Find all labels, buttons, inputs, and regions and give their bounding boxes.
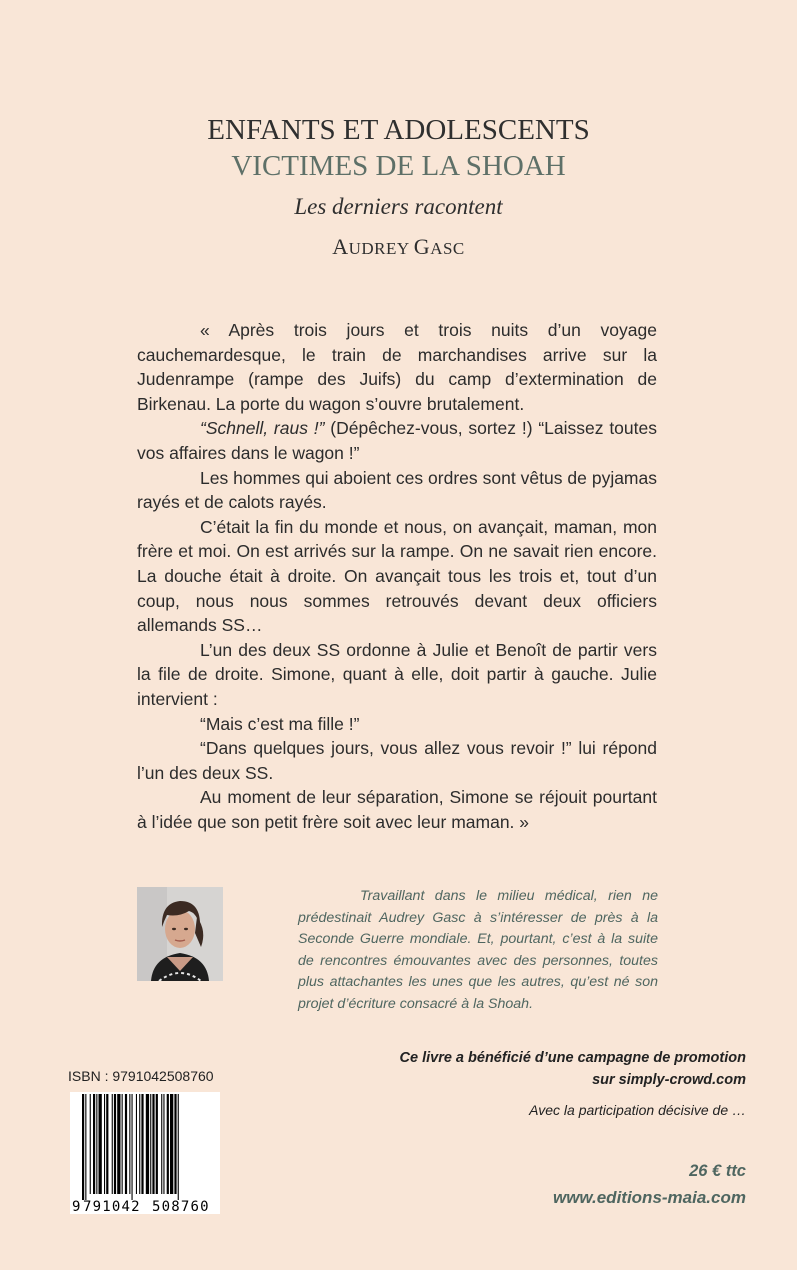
book-subtitle: Les derniers racontent: [294, 194, 503, 219]
author-photo: [137, 887, 223, 981]
book-excerpt: [137, 318, 657, 834]
barcode-bar: [167, 1094, 169, 1194]
barcode-bar: [99, 1094, 102, 1194]
promo-line2: sur simply-crowd.com: [592, 1072, 746, 1088]
excerpt-paragraph: Au moment de leur séparation, Simone se réjouit pourtant à l’idée que son petit frère soit avec leur maman. »: [137, 787, 657, 832]
excerpt-paragraph: “Schnell, raus !” (Dépêchez-vous, sortez !) “Laissez toutes vos affaires dans le wagon !”: [137, 418, 657, 463]
barcode-digits-right: 508760: [152, 1199, 210, 1214]
barcode-bar: [96, 1094, 97, 1194]
promo-line1: Ce livre a bénéficié d’une campagne de promotion: [399, 1050, 746, 1066]
barcode-bar: [114, 1094, 116, 1194]
excerpt-paragraph: « Après trois jours et trois nuits d’un voyage cauchemardesque, le train de marchandises arrive sur la Judenrampe (rampe des Juifs) du camp d’extermination de Birkenau. La porte du wagon s’ouvre brutalement.: [137, 320, 657, 414]
barcode-bar: [90, 1094, 91, 1194]
barcode-bar: [82, 1094, 84, 1200]
excerpt-paragraph: C’était la fin du monde et nous, on avançait, maman, mon frère et moi. On est arrivés sur la rampe. On ne savait rien encore. La douche était à droite. On avançait tous les trois et, tout d’un coup, nous nous sommes retrouvés devant deux officiers allemands SS…: [137, 516, 657, 636]
excerpt-paragraph: Les hommes qui aboient ces ordres sont vêtus de pyjamas rayés et de calots rayés.: [137, 467, 657, 513]
barcode-bar: [117, 1094, 120, 1194]
barcode-bar: [129, 1094, 130, 1194]
barcode-bar: [174, 1094, 176, 1194]
barcode-bar: [106, 1094, 108, 1194]
book-title-line2: VICTIMES DE LA SHOAH: [231, 150, 566, 182]
book-title-line1: ENFANTS ET ADOLESCENTS: [207, 114, 590, 146]
excerpt-paragraph: “Dans quelques jours, vous allez vous revoir !” lui répond l’un des deux SS.: [137, 738, 657, 783]
barcode-bar: [93, 1094, 95, 1194]
barcode-bar: [170, 1094, 173, 1194]
barcode-bar: [136, 1094, 137, 1194]
barcode-bar: [156, 1094, 158, 1194]
barcode-bar: [178, 1094, 179, 1200]
barcode-bar: [122, 1094, 123, 1194]
excerpt-paragraph: L’un des deux SS ordonne à Julie et Benoît de partir vers la file de droite. Simone, quant à elle, doit partir à gauche. Julie intervient :: [137, 639, 657, 709]
cover-header: [0, 112, 797, 260]
barcode-bar: [104, 1094, 105, 1194]
publisher-website: www.editions-maia.com: [552, 1188, 746, 1207]
barcode-bar: [125, 1094, 127, 1194]
barcode-digits-left: 791042: [83, 1199, 141, 1214]
isbn-label: ISBN : 9791042508760: [68, 1068, 214, 1084]
barcode-bar: [112, 1094, 113, 1194]
excerpt-paragraph: “Mais c’est ma fille !”: [200, 713, 360, 734]
barcode-bar: [141, 1094, 143, 1194]
barcode-bar: [150, 1094, 151, 1194]
participation-text: Avec la participation décisive de …: [529, 1102, 746, 1118]
author-name: AUDREY GASC: [332, 234, 465, 259]
barcode-digit-lead: 9: [72, 1199, 81, 1214]
barcode-bar: [161, 1094, 162, 1194]
promotion-block: [400, 1047, 746, 1118]
barcode-bar: [139, 1094, 140, 1194]
barcode-bar: [152, 1094, 154, 1194]
barcode-bar: [132, 1094, 133, 1200]
price: 26 € ttc: [689, 1162, 746, 1180]
barcode-bar: [85, 1094, 86, 1200]
barcode-bar: [146, 1094, 149, 1194]
barcode: [70, 1092, 220, 1214]
barcode-bar: [163, 1094, 164, 1194]
author-bio: [298, 886, 658, 1015]
author-bio-text: Travaillant dans le milieu médical, rien ne prédestinait Audrey Gasc à s’intéresser de près à la Seconde Guerre mondiale. Et, pourtant, c’est à la suite de rencontres émouvantes avec des personnes, toutes plus attachantes les unes que les autres, qu’est né son projet d’écriture consacré à la Shoah.: [298, 888, 658, 1012]
